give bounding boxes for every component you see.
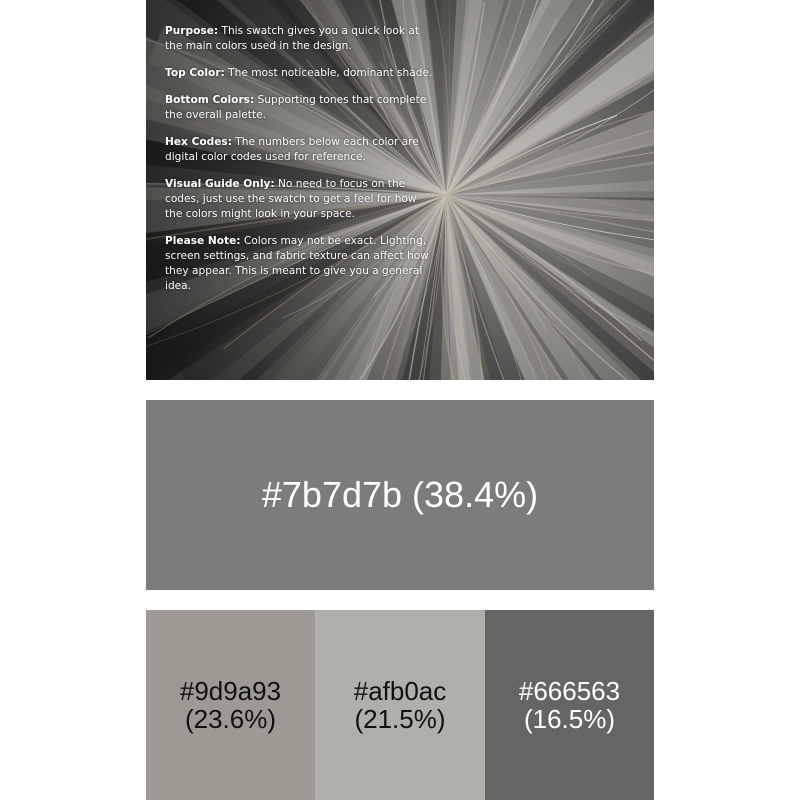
note-paragraph — [165, 66, 433, 81]
note-heading: Please Note: — [165, 235, 241, 247]
swatch-percent: (16.5%) — [523, 704, 616, 734]
color-swatch-1 — [146, 610, 315, 800]
note-text: Supporting tones that complete the overall palette. — [165, 94, 427, 121]
main-swatch-label: #7b7d7b (38.4%) — [261, 474, 539, 515]
note-paragraph — [165, 177, 433, 222]
note-paragraph — [165, 234, 433, 294]
secondary-swatches — [146, 610, 654, 800]
note-heading: Hex Codes: — [165, 136, 232, 148]
color-swatch-3 — [485, 610, 654, 800]
swatch-percent: (21.5%) — [354, 704, 446, 734]
note-text: This swatch gives you a quick look at the main colors used in the design. — [165, 25, 420, 52]
color-swatch-2 — [315, 610, 485, 800]
main-color-swatch — [146, 400, 654, 590]
note-heading: Bottom Colors: — [165, 94, 255, 106]
note-paragraph — [165, 135, 433, 165]
swatch-hex-code: #9d9a93 — [179, 676, 282, 706]
note-paragraph — [165, 93, 433, 123]
note-heading: Top Color: — [165, 67, 225, 79]
note-heading: Purpose: — [165, 25, 219, 37]
note-text: No need to focus on the codes, just use the swatch to get a feel for how the colors might look in your space. — [165, 178, 417, 220]
swatch-hex-code: #666563 — [518, 676, 621, 706]
note-text: The numbers below each color are digital color codes used for reference. — [165, 136, 419, 163]
swatch-hex-code: #afb0ac — [353, 676, 447, 706]
swatch-percent: (23.6%) — [184, 704, 277, 734]
note-text: Colors may not be exact. Lighting, screen settings, and fabric texture can affect how they appear. This is meant to give you a general idea. — [165, 235, 429, 292]
note-paragraph — [165, 24, 433, 54]
note-text: The most noticeable, dominant shade. — [224, 67, 433, 79]
marble-texture-image — [146, 0, 654, 380]
notes-panel — [165, 24, 433, 306]
note-heading: Visual Guide Only: — [165, 178, 275, 190]
